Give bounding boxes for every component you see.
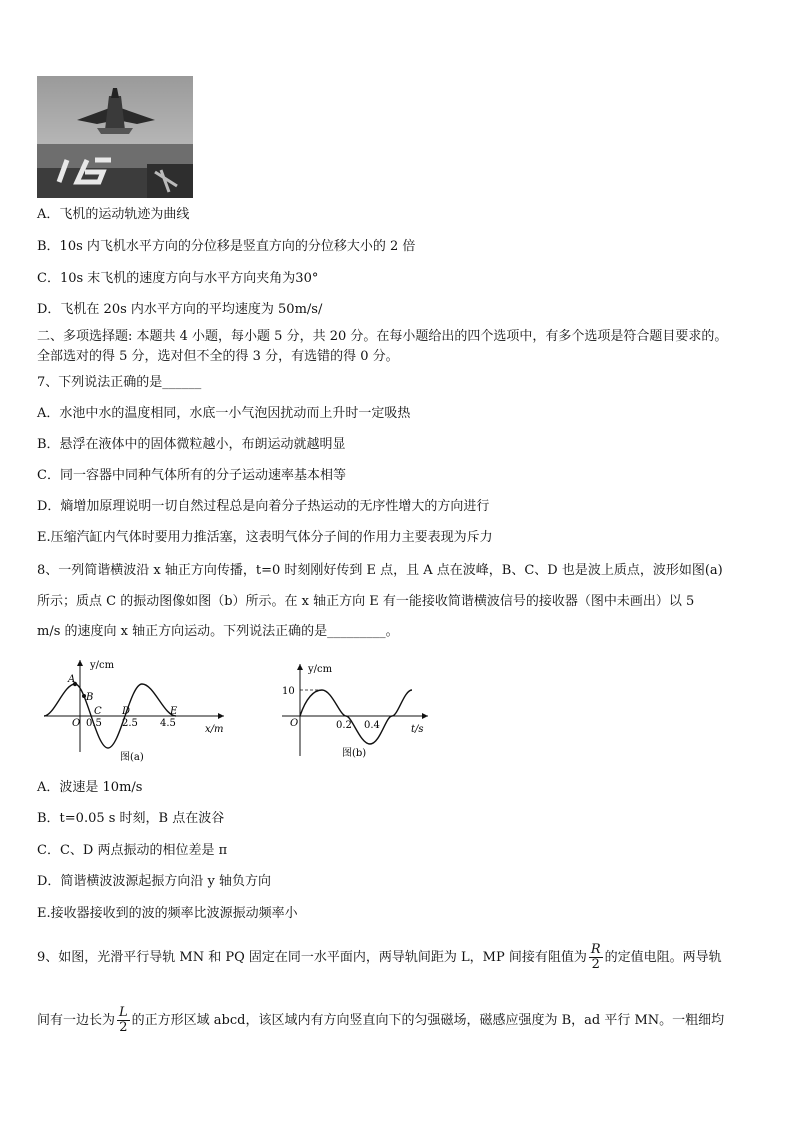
q9-line2-text-a: 间有一边长为 (37, 1013, 116, 1028)
fig-a-caption: 图(a) (120, 752, 144, 763)
fig-b-ylabel: y/cm (308, 664, 333, 675)
fig-a-point-c: C (94, 706, 102, 717)
q9-line1-text-a: 9、如图，光滑平行导轨 MN 和 PQ 固定在同一水平面内，两导轨间距为 L，MP 间接有阻值为 (37, 950, 587, 965)
fig-b-ytick: 10 (282, 686, 295, 697)
q9-frac1-den: 2 (591, 957, 600, 972)
fig-b-origin: O (290, 718, 299, 729)
q8-stem-line3: m/s 的速度向 x 轴正方向运动。下列说法正确的是_________。 (37, 624, 399, 639)
q8-stem-line1: 8、一列简谐横波沿 x 轴正方向传播，t=0 时刻刚好传到 E 点，且 A 点在波峰，B、C、D 也是波上质点，波形如图(a) (37, 563, 723, 578)
fig-a-origin: O (72, 718, 81, 729)
q8-option-d: D．简谐横波波源起振方向沿 y 轴负方向 (37, 874, 272, 889)
q6-option-c: C．10s 末飞机的速度方向与水平方向夹角为30° (37, 271, 319, 286)
fig-a-ylabel: y/cm (90, 660, 115, 671)
q8-stem-line2: 所示；质点 C 的振动图像如图（b）所示。在 x 轴正方向 E 有一能接收简谐横波信号的接收器（图中未画出）以 5 (37, 594, 695, 609)
figure-b-vibration (278, 660, 438, 774)
section2-instructions-line1: 二、多项选择题: 本题共 4 小题，每小题 5 分，共 20 分。在每小题给出的四个选项中，有多个选项是符合题目要求的。 (37, 329, 728, 344)
fig-a-point-a: A (68, 674, 76, 685)
q6-option-b: B．10s 内飞机水平方向的分位移是竖直方向的分位移大小的 2 倍 (37, 239, 416, 254)
q9-line1 (37, 943, 722, 972)
q9-frac2-num: L (119, 1005, 128, 1020)
q7-option-b: B．悬浮在液体中的固体微粒越小，布朗运动就越明显 (37, 437, 346, 452)
fig-b-caption: 图(b) (342, 748, 367, 759)
q9-fraction-r-over-2 (589, 943, 603, 972)
q9-line2-text-b: 的正方形区域 abcd，该区域内有方向竖直向下的匀强磁场，磁感应强度为 B，ad 平行 MN。一粗细均 (131, 1013, 725, 1028)
q8-option-c: C．C、D 两点振动的相位差是 π (37, 843, 228, 858)
q9-fraction-l-over-2 (117, 1006, 130, 1035)
fig-b-tick-1: 0.2 (336, 720, 352, 731)
q7-option-a: A．水池中水的温度相同，水底一小气泡因扰动而上升时一定吸热 (37, 406, 411, 421)
q8-option-b: B．t=0.05 s 时刻，B 点在波谷 (37, 811, 225, 826)
q7-option-d: D．熵增加原理说明一切自然过程总是向着分子热运动的无序性增大的方向进行 (37, 499, 490, 514)
fig-a-point-d: D (122, 706, 131, 717)
q6-option-d: D．飞机在 20s 内水平方向的平均速度为 50m/s/ (37, 302, 323, 317)
q9-frac1-num: R (590, 942, 601, 957)
fig-a-point-e: E (170, 706, 178, 717)
figure-a-wave (40, 656, 230, 770)
section2-instructions-line2: 全部选对的得 5 分，选对但不全的得 3 分，有选错的得 0 分。 (37, 349, 399, 364)
fig-a-tick-3: 4.5 (160, 718, 176, 729)
q8-option-e: E.接收器接收到的波的频率比波源振动频率小 (37, 906, 298, 921)
aircraft-photo (37, 76, 193, 198)
fig-a-tick-1: 0.5 (86, 718, 102, 729)
q7-stem: 7、下列说法正确的是______ (37, 375, 202, 390)
q7-option-e: E.压缩汽缸内气体时要用力推活塞，这表明气体分子间的作用力主要表现为斥力 (37, 530, 493, 545)
fig-b-xlabel: t/s (411, 724, 424, 735)
q6-option-a: A．飞机的运动轨迹为曲线 (37, 207, 190, 222)
q8-option-a: A．波速是 10m/s (37, 780, 143, 795)
fig-a-point-b: B (86, 692, 94, 703)
fig-a-xlabel: x/m (205, 724, 224, 735)
fig-a-tick-2: 2.5 (122, 718, 138, 729)
q9-line2 (37, 1006, 724, 1035)
q7-option-c: C．同一容器中同种气体所有的分子运动速率基本相等 (37, 468, 346, 483)
q9-frac2-den: 2 (119, 1020, 128, 1035)
fig-b-tick-2: 0.4 (364, 720, 380, 731)
q9-line1-text-b: 的定值电阻。两导轨 (604, 950, 722, 965)
